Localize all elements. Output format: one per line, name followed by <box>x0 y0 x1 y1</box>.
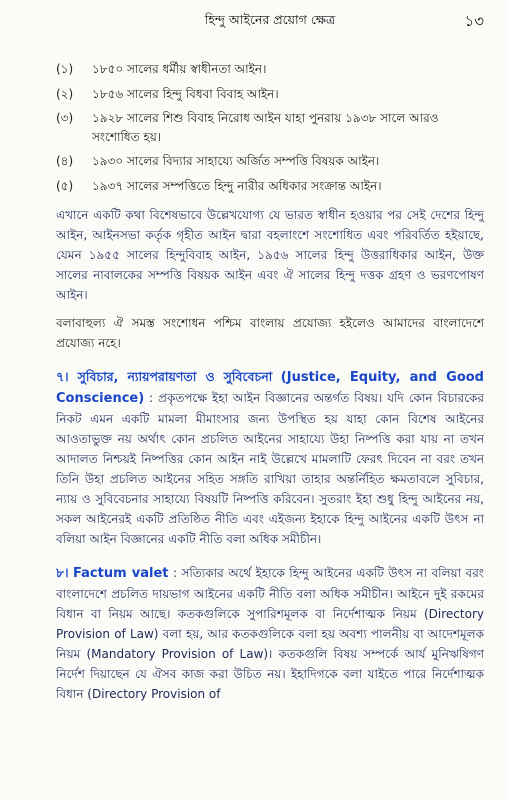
law-list <box>56 60 484 195</box>
list-item-number: (৫) <box>56 178 74 193</box>
section-heading-english: (Justice, Equity, and Good Conscience) <box>56 370 484 406</box>
section-factum-valet <box>56 563 484 704</box>
list-item <box>56 109 484 146</box>
list-item-text: ১৯৩০ সালের বিদ্যার সাহায্যে অর্জিত সম্পত্তি বিষয়ক আইন। <box>92 154 380 168</box>
list-item-number: (১) <box>56 62 74 76</box>
list-item-number: (৩) <box>56 111 74 125</box>
section-heading: ৭। সুবিচার, ন্যায়পরায়ণতা ও সুবিবেচনা <box>56 369 273 384</box>
list-item-text: ১৮৫৬ সালের হিন্দু বিধবা বিবাহ আইন। <box>92 86 279 101</box>
paragraph-bangladesh-note: বলাবাহুল্য ঐ সমস্ত সংশোধন পশ্চিম বাংলায় প্রযোজ্য হইলেও আমাদের বাংলাদেশে প্রযোজ্য নহে। <box>56 316 484 350</box>
list-item-number: (৪) <box>56 154 74 168</box>
section-justice-equity <box>56 367 484 549</box>
list-item-text: ১৯৩৭ সালের সম্পত্তিতে হিন্দু নারীর অধিকার সংক্রান্ত আইন। <box>92 178 382 193</box>
list-item <box>56 152 484 171</box>
paragraph-india-amendments: এখানে একটি কথা বিশেষভাবে উল্লেখযোগ্য যে ভারত স্বাধীন হওয়ার পর সেই দেশের হিন্দু আইন, আইনসভা কর্তৃক গৃহীত আইন দ্বারা বহলাংশে সংশোধিত এবং পরিবর্তিত হইয়াছে, যেমন ১৯৫৫ সালের হিন্দুবিবাহ আইন, ১৯৫৬ সালের হিন্দু উত্তরাধিকার আইন, উক্ত সালের নাবালকের সম্পত্তি বিষয়ক আইন এবং ঐ সালের হিন্দু দত্তক গ্রহণ ও ভরণপোষণ আইন। <box>56 208 484 302</box>
section-heading-english: Factum valet <box>73 566 169 581</box>
list-item-text: ১৮৫০ সালের ধর্মীয় স্বাধীনতা আইন। <box>92 62 267 76</box>
list-item-text: ১৯২৮ সালের শিশু বিবাহ নিরোধ আইন যাহা পুনরায় ১৯৩৮ সালে আরও সংশোধিত হয়। <box>92 111 439 144</box>
list-item <box>56 85 484 104</box>
list-item <box>56 177 484 196</box>
page-header <box>56 0 484 40</box>
page-number: ১৩ <box>464 12 484 30</box>
section-heading: ৮। <box>56 565 69 580</box>
list-item <box>56 60 484 79</box>
list-item-number: (২) <box>56 86 74 101</box>
running-header-title: হিন্দু আইনের প্রয়োগ ক্ষেত্র <box>204 12 336 27</box>
section-body: : প্রকৃতপক্ষে ইহা আইন বিজ্ঞানের অন্তর্গত বিষয়। যদি কোন বিচারকের নিকট এমন একটি মামলা মীমাংসার জন্য উপস্থিত হয় যাহা কোন বিশেষ আইনের আওতাভুক্ত নয় অর্থাৎ কোন প্রচলিত আইনের সাহায্যে উহা নিষ্পত্তি করা যায় না তখন আদালত নিশ্চয়ই নিষ্পত্তির কোন আইন নাই উল্লেখে মামলাটি ফেরৎ দিবেন না বরং তখন তিনি উহা প্রচলিত আইনের সহিত সঙ্গতি রাখিয়া তাহার অন্তর্নিহিত ক্ষমতাবলে সুবিচার, ন্যায় ও সুবিবেচনার সাহায্যে বিষয়টি নিষ্পত্তি করিবেন। সুতরাং ইহা শুধু হিন্দু আইনের নয়, সকল আইনেরই একটি প্রতিষ্ঠিত নীতি এবং এইজন্য ইহাকে হিন্দু আইনের একটি উৎস না বলিয়া আইন বিজ্ঞানের একটি নীতি বলা অধিক সমীচীন। <box>56 391 484 546</box>
section-body: : সত্যিকার অর্থে ইহাকে হিন্দু আইনের একটি উৎস না বলিয়া বরং বাংলাদেশে প্রচলিত দায়ভাগ আইনের একটি নীতি বলা অধিক সমীচীন। আইনে দুই রকমের বিধান বা নিয়ম আছে। কতকগুলিকে সুপারিশমূলক বা নির্দেশাত্মক নিয়ম (Directory Provision of Law) বলা হয়, আর কতকগুলিকে বলা হয় অবশ্য পালনীয় বা আদেশমূলক নিয়ম (Mandatory Provision of Law)। কতকগুলি বিষয় সম্পর্কে আর্য মুনিঋষিগণ নির্দেশ দিয়াছেন যে ঐসব কাজ করা উচিত নয়। ইহাদিগকে বলা যাইতে পারে নির্দেশাত্মক বিধান (Directory Provision of <box>56 566 484 701</box>
